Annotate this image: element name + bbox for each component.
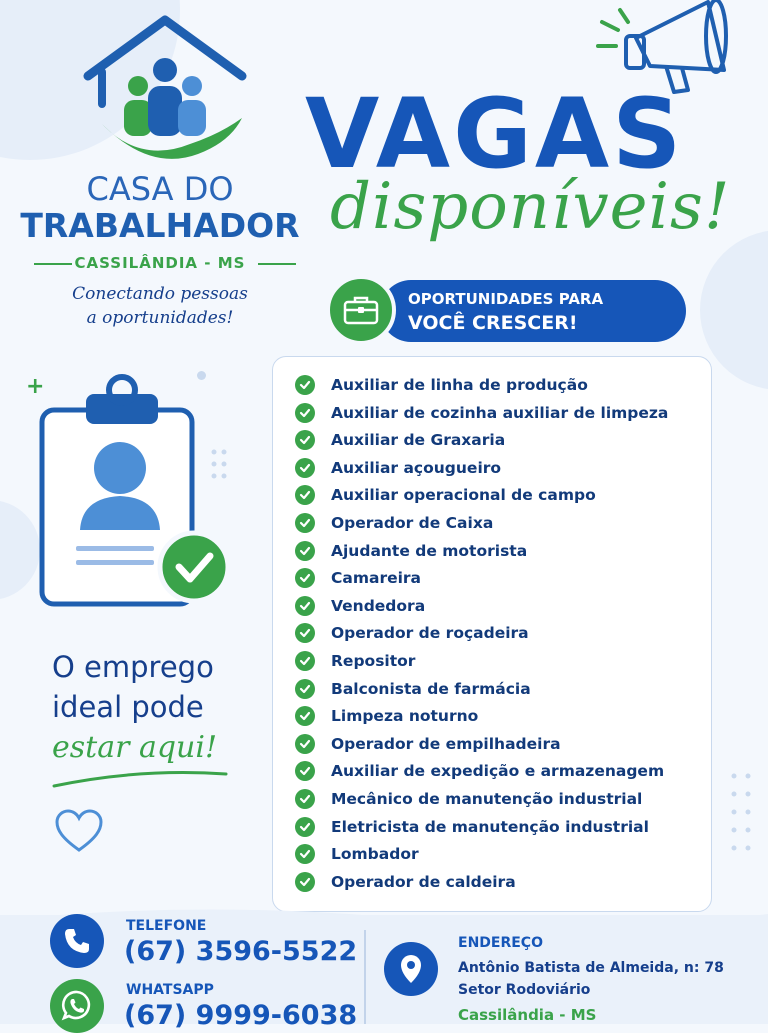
- check-circle-icon: [295, 651, 315, 671]
- side-text-line1: O emprego: [52, 650, 214, 684]
- check-circle-icon: [295, 375, 315, 395]
- logo-tagline-1: Conectando pessoas: [72, 284, 248, 304]
- job-title: Auxiliar de expedição e armazenagem: [331, 762, 665, 781]
- check-circle-icon: [295, 817, 315, 837]
- check-circle-icon: [295, 596, 315, 616]
- check-circle-icon: [295, 623, 315, 643]
- job-list-item: [295, 592, 425, 620]
- background-blob-left: [0, 500, 40, 600]
- job-title: Operador de roçadeira: [331, 624, 529, 643]
- job-title: Auxiliar de Graxaria: [331, 431, 506, 450]
- address-line3: Cassilândia - MS: [458, 1006, 597, 1024]
- job-title: Operador de caldeira: [331, 872, 516, 891]
- job-title: Ajudante de motorista: [331, 541, 528, 560]
- banner-line1: OPORTUNIDADES PARA: [408, 290, 604, 308]
- banner-line2: VOCÊ CRESCER!: [408, 312, 578, 334]
- job-title: Vendedora: [331, 596, 426, 615]
- check-circle-icon: [295, 789, 315, 809]
- job-list-item: [295, 702, 478, 730]
- phone-number[interactable]: (67) 3596-5522: [124, 936, 358, 967]
- check-circle-icon: [295, 458, 315, 478]
- headline-title: VAGAS: [305, 78, 685, 190]
- location-badge[interactable]: [384, 942, 438, 996]
- underline-swoosh: [50, 766, 230, 790]
- phone-icon: [63, 927, 91, 955]
- logo: [0, 0, 320, 340]
- clipboard-profile-icon: [38, 368, 234, 612]
- dots-decoration: [728, 770, 758, 870]
- job-list-item: [295, 813, 649, 841]
- check-circle-icon: [295, 844, 315, 864]
- job-title: Auxiliar operacional de campo: [331, 486, 596, 505]
- whatsapp-badge[interactable]: [50, 979, 104, 1033]
- job-list-item: [295, 868, 516, 896]
- heart-icon: [54, 808, 104, 854]
- job-list-card: [272, 356, 712, 912]
- check-circle-icon: [295, 568, 315, 588]
- logo-tagline-2: a oportunidades!: [86, 308, 234, 328]
- opportunity-banner: [380, 280, 686, 342]
- logo-location: CASSILÂNDIA - MS: [74, 254, 246, 272]
- check-circle-icon: [295, 485, 315, 505]
- phone-label: TELEFONE: [126, 918, 207, 934]
- logo-divider-right: [258, 263, 296, 265]
- logo-line1: CASA DO: [86, 170, 234, 208]
- address-line2: Setor Rodoviário: [458, 982, 591, 998]
- check-circle-icon: [295, 541, 315, 561]
- address-line1: Antônio Batista de Almeida, n: 78: [458, 960, 724, 976]
- side-text-line3: estar aqui!: [52, 730, 218, 765]
- job-list-item: [295, 675, 531, 703]
- job-title: Repositor: [331, 652, 416, 670]
- job-list-item: [295, 537, 527, 565]
- footer-wave: [0, 900, 768, 940]
- logo-line2: TRABALHADOR: [20, 206, 300, 245]
- briefcase-icon: [343, 295, 379, 325]
- location-pin-icon: [399, 953, 423, 985]
- job-list-item: [295, 619, 529, 647]
- job-list-item: [295, 426, 505, 454]
- job-title: Camareira: [331, 569, 422, 588]
- check-circle-icon: [295, 403, 315, 423]
- job-title: Operador de Caixa: [331, 514, 494, 532]
- job-title: Auxiliar de linha de produção: [331, 376, 588, 394]
- job-title: Operador de empilhadeira: [331, 734, 561, 753]
- check-circle-icon: [295, 430, 315, 450]
- house-family-hand-icon: [80, 14, 250, 164]
- job-title: Mecânico de manutenção industrial: [331, 790, 643, 808]
- footer-divider: [364, 930, 366, 1024]
- job-list-item: [295, 564, 421, 592]
- job-list-item: [295, 454, 501, 482]
- job-list-item: [295, 785, 642, 813]
- plus-decoration-icon: +: [26, 374, 45, 399]
- job-title: Auxiliar de cozinha auxiliar de limpeza: [331, 403, 669, 422]
- job-list-item: [295, 481, 596, 509]
- job-title: Lombador: [331, 845, 419, 864]
- check-circle-icon: [295, 761, 315, 781]
- address-label: ENDEREÇO: [458, 935, 543, 951]
- check-circle-icon: [295, 679, 315, 699]
- job-title: Auxiliar açougueiro: [331, 458, 502, 477]
- job-list-item: [295, 730, 561, 758]
- job-list-item: [295, 757, 664, 785]
- side-text-line2: ideal pode: [52, 690, 204, 724]
- whatsapp-label: WHATSAPP: [126, 982, 214, 998]
- job-title: Limpeza noturno: [331, 707, 479, 726]
- whatsapp-number[interactable]: (67) 9999-6038: [124, 1000, 358, 1031]
- job-title: Balconista de farmácia: [331, 679, 531, 698]
- job-list-item: [295, 840, 419, 868]
- job-list-item: [295, 399, 668, 427]
- check-circle-icon: [295, 872, 315, 892]
- phone-badge[interactable]: [50, 914, 104, 968]
- job-list-item: [295, 647, 415, 675]
- check-circle-icon: [295, 513, 315, 533]
- job-title: Eletricista de manutenção industrial: [331, 817, 649, 836]
- check-circle-icon: [295, 706, 315, 726]
- headline-subtitle: disponíveis!: [330, 170, 731, 244]
- job-list-item: [295, 371, 588, 399]
- check-circle-icon: [295, 734, 315, 754]
- whatsapp-icon: [61, 989, 93, 1021]
- job-list-item: [295, 509, 493, 537]
- briefcase-badge: [326, 275, 396, 345]
